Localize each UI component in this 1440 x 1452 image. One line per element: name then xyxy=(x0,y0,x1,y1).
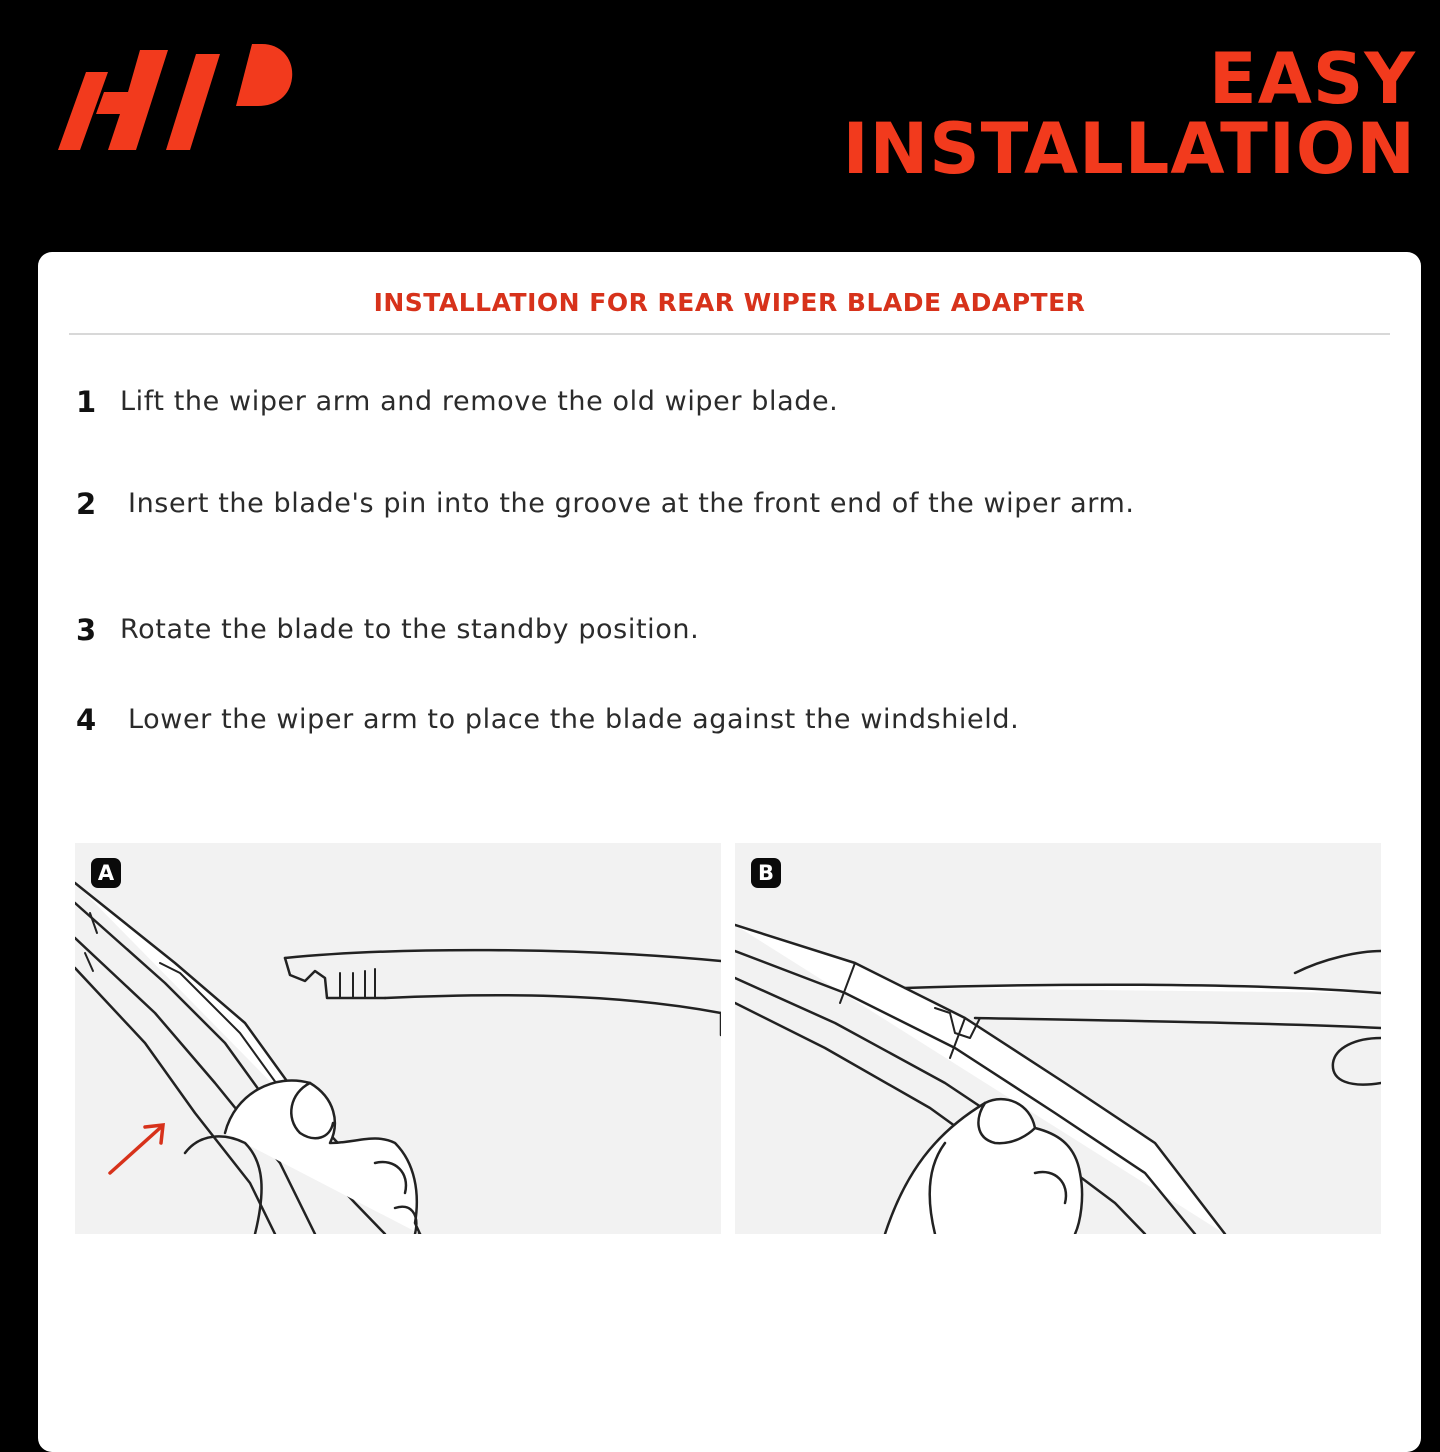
step-number: 2 xyxy=(76,487,97,521)
wiper-attached-illustration xyxy=(735,843,1381,1234)
step-badge-a: A xyxy=(91,858,121,888)
illustration-panel-a xyxy=(75,843,721,1234)
card-title: INSTALLATION FOR REAR WIPER BLADE ADAPTER xyxy=(373,288,1086,317)
headline-line-1: EASY xyxy=(1208,38,1416,120)
headline xyxy=(842,38,1416,190)
step-text: Insert the blade's pin into the groove at the front end of the wiper arm. xyxy=(128,488,1135,519)
illustration-panel-b xyxy=(735,843,1381,1234)
step-text: Rotate the blade to the standby position. xyxy=(120,614,700,645)
step-number: 4 xyxy=(76,703,97,737)
step-text: Lower the wiper arm to place the blade against the windshield. xyxy=(128,704,1020,735)
instructions-card xyxy=(38,252,1421,1452)
title-divider xyxy=(69,333,1390,335)
step-number: 1 xyxy=(76,385,97,419)
step-number: 3 xyxy=(76,613,97,647)
step-text: Lift the wiper arm and remove the old wiper blade. xyxy=(120,386,839,417)
headline-line-2: INSTALLATION xyxy=(842,108,1416,190)
brand-logo-icon xyxy=(56,40,296,152)
step-badge-b: B xyxy=(751,858,781,888)
wiper-insert-illustration xyxy=(75,843,721,1234)
